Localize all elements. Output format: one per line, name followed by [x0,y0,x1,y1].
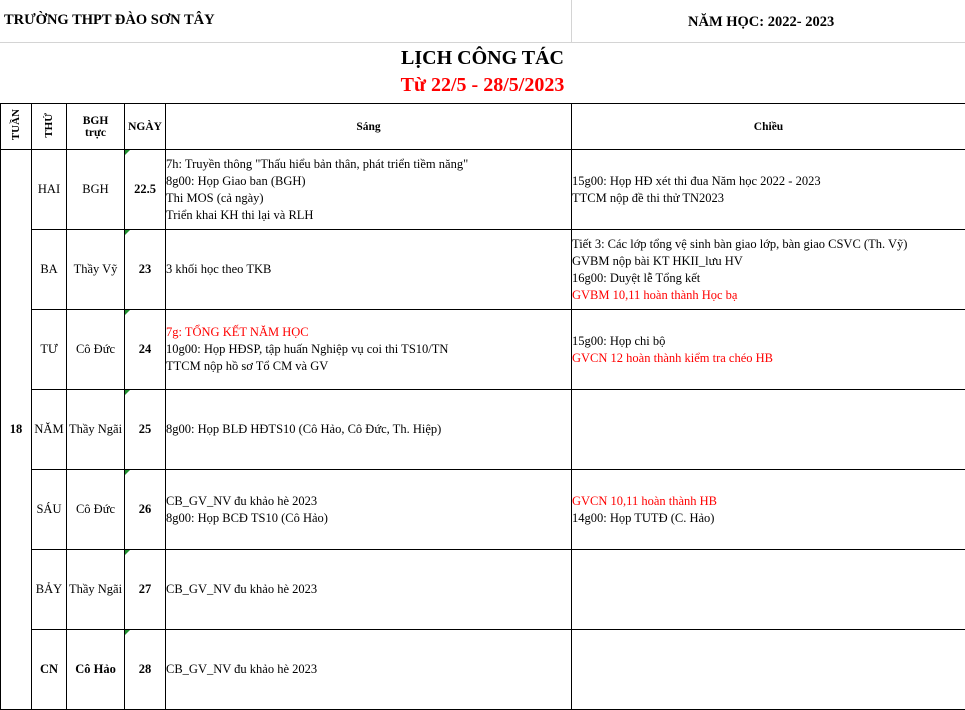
col-weekday-header: THỨ [32,104,67,150]
weekday-cell: BẢY [32,550,67,630]
duty-cell: Cô Đức [67,310,125,390]
afternoon-activity: 15g00: Họp chi bộ [572,333,666,348]
afternoon-activity: 14g00: Họp TUTĐ (C. Hảo) [572,510,715,525]
morning-activity: Triển khai KH thi lại và RLH [166,207,314,222]
date-cell: 24 [125,310,166,390]
date-cell: 27 [125,550,166,630]
duty-cell: Cô Đức [67,470,125,550]
school-year: NĂM HỌC: 2022- 2023 [688,14,835,30]
morning-activity: 7g: TỔNG KẾT NĂM HỌC [166,325,309,339]
afternoon-activity: Tiết 3: Các lớp tổng vệ sinh bàn giao lớp, bàn giao CSVC (Th. Vỹ) [572,236,908,251]
header-row [0,0,965,43]
header-divider [571,0,572,42]
date-cell: 26 [125,470,166,550]
morning-activity: 3 khối học theo TKB [166,262,272,276]
morning-cell [166,310,572,390]
morning-activity: 8g00: Họp BLĐ HĐTS10 (Cô Hảo, Cô Đức, Th. Hiệp) [166,422,442,436]
school-name: TRƯỜNG THPT ĐÀO SƠN TÂY [4,12,215,28]
schedule-row [1,630,965,710]
schedule-row [1,310,965,390]
afternoon-activity: GVBM nộp bài KT HKII_lưu HV [572,253,743,268]
morning-cell [166,390,572,470]
afternoon-cell [572,310,965,390]
cell-comment-marker [125,310,130,315]
duty-cell: Thầy Ngãi [67,390,125,470]
weekday-cell: NĂM [32,390,67,470]
weekday-cell: BA [32,230,67,310]
afternoon-activity: TTCM nộp đề thi thử TN2023 [572,190,725,205]
column-header-row [1,104,965,150]
col-date-header: NGÀY [125,104,166,150]
cell-comment-marker [125,230,130,235]
schedule-row [1,470,965,550]
morning-cell [166,150,572,230]
cell-comment-marker [125,470,130,475]
schedule-row [1,390,965,470]
date-cell: 22.5 [125,150,166,230]
col-week-header: TUẦN [1,104,32,150]
date-cell: 25 [125,390,166,470]
afternoon-activity: GVBM 10,11 hoàn thành Học bạ [572,287,738,302]
afternoon-cell [572,390,965,470]
date-range: Từ 22/5 - 28/5/2023 [400,74,565,96]
morning-activity: CB_GV_NV đu khảo hè 2023 [166,493,318,508]
schedule-rows [1,150,965,710]
morning-cell [166,470,572,550]
afternoon-activity: GVCN 12 hoàn thành kiểm tra chéo HB [572,350,774,365]
weekday-cell: SÁU [32,470,67,550]
schedule-row [1,550,965,630]
title-block [0,43,965,103]
weekday-cell: CN [32,630,67,710]
col-duty-header: BGH trực [67,104,125,150]
schedule-row [1,230,965,310]
morning-cell [166,550,572,630]
schedule-row [1,150,965,230]
afternoon-cell [572,230,965,310]
duty-cell: Cô Hảo [67,630,125,710]
afternoon-activity: 15g00: Họp HĐ xét thi đua Năm học 2022 - 2023 [572,173,821,188]
afternoon-activity: 16g00: Duyệt lễ Tổng kết [572,270,701,285]
morning-activity: 10g00: Họp HĐSP, tập huấn Nghiệp vụ coi thi TS10/TN [166,342,449,356]
afternoon-cell [572,550,965,630]
cell-comment-marker [125,550,130,555]
afternoon-cell [572,470,965,550]
col-afternoon-header: Chiều [572,104,965,150]
date-cell: 28 [125,630,166,710]
morning-activity: CB_GV_NV đu khảo hè 2023 [166,662,318,676]
cell-comment-marker [125,630,130,635]
morning-activity: 7h: Truyền thông "Thấu hiểu bản thân, phát triển tiềm năng" [166,156,469,171]
afternoon-cell [572,150,965,230]
morning-cell [166,630,572,710]
schedule-table [0,103,965,710]
morning-activity: 8g00: Họp Giao ban (BGH) [166,173,306,188]
afternoon-cell [572,630,965,710]
duty-cell: BGH [67,150,125,230]
page-title: LỊCH CÔNG TÁC [401,47,564,69]
morning-activity: 8g00: Họp BCĐ TS10 (Cô Hảo) [166,510,328,525]
weekday-cell: HAI [32,150,67,230]
duty-cell: Thầy Vỹ [67,230,125,310]
morning-activity: Thi MOS (cả ngày) [166,190,264,205]
weekday-cell: TƯ [32,310,67,390]
cell-comment-marker [125,390,130,395]
morning-activity: CB_GV_NV đu khảo hè 2023 [166,582,318,596]
cell-comment-marker [125,150,130,155]
duty-cell: Thầy Ngãi [67,550,125,630]
afternoon-activity: GVCN 10,11 hoàn thành HB [572,493,718,508]
date-cell: 23 [125,230,166,310]
col-morning-header: Sáng [166,104,572,150]
morning-activity: TTCM nộp hồ sơ Tổ CM và GV [166,359,329,373]
week-number: 18 [1,150,32,710]
morning-cell [166,230,572,310]
